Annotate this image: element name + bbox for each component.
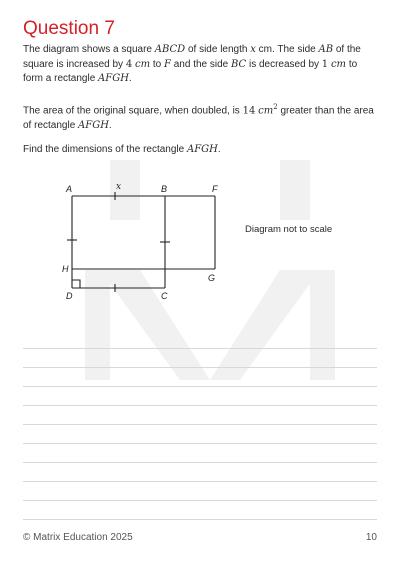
answer-line[interactable] [23, 330, 377, 349]
question-paragraph-2: The area of the original square, when doubled, is 14 $cm^2$ greater than the area of rectangle AFGH. [23, 103, 374, 131]
footer-page-number: 10 [365, 532, 377, 543]
diagram-lines [67, 192, 215, 292]
label-f: F [212, 184, 218, 194]
answer-line[interactable] [23, 501, 377, 520]
answer-line[interactable] [23, 444, 377, 463]
label-a: A [66, 184, 73, 194]
answer-lines[interactable] [23, 330, 377, 520]
label-b: B [161, 184, 168, 194]
question-paragraph-3: Find the dimensions of the rectangle AFGH. [23, 144, 221, 155]
geometry-diagram [55, 178, 235, 303]
label-h: H [62, 264, 69, 274]
answer-line[interactable] [23, 368, 377, 387]
label-x: x [116, 182, 122, 192]
answer-line[interactable] [23, 482, 377, 501]
answer-line[interactable] [23, 463, 377, 482]
footer-copyright: © Matrix Education 2025 [23, 532, 133, 543]
answer-line[interactable] [23, 406, 377, 425]
diagram-note: Diagram not to scale [245, 224, 333, 235]
answer-line[interactable] [23, 387, 377, 406]
question-title: Question 7 [23, 18, 115, 39]
right-angle-d [72, 280, 80, 288]
question-paragraph-1: The diagram shows a square ABCD of side length x cm. The side AB of the square is increased by 4 cm to F and the side BC is decreased by 1 cm to form a rectangle AFGH. [23, 44, 361, 84]
label-d: D [66, 291, 73, 301]
answer-line[interactable] [23, 349, 377, 368]
answer-line[interactable] [23, 425, 377, 444]
label-g: G [208, 273, 216, 283]
label-c: C [161, 291, 168, 301]
